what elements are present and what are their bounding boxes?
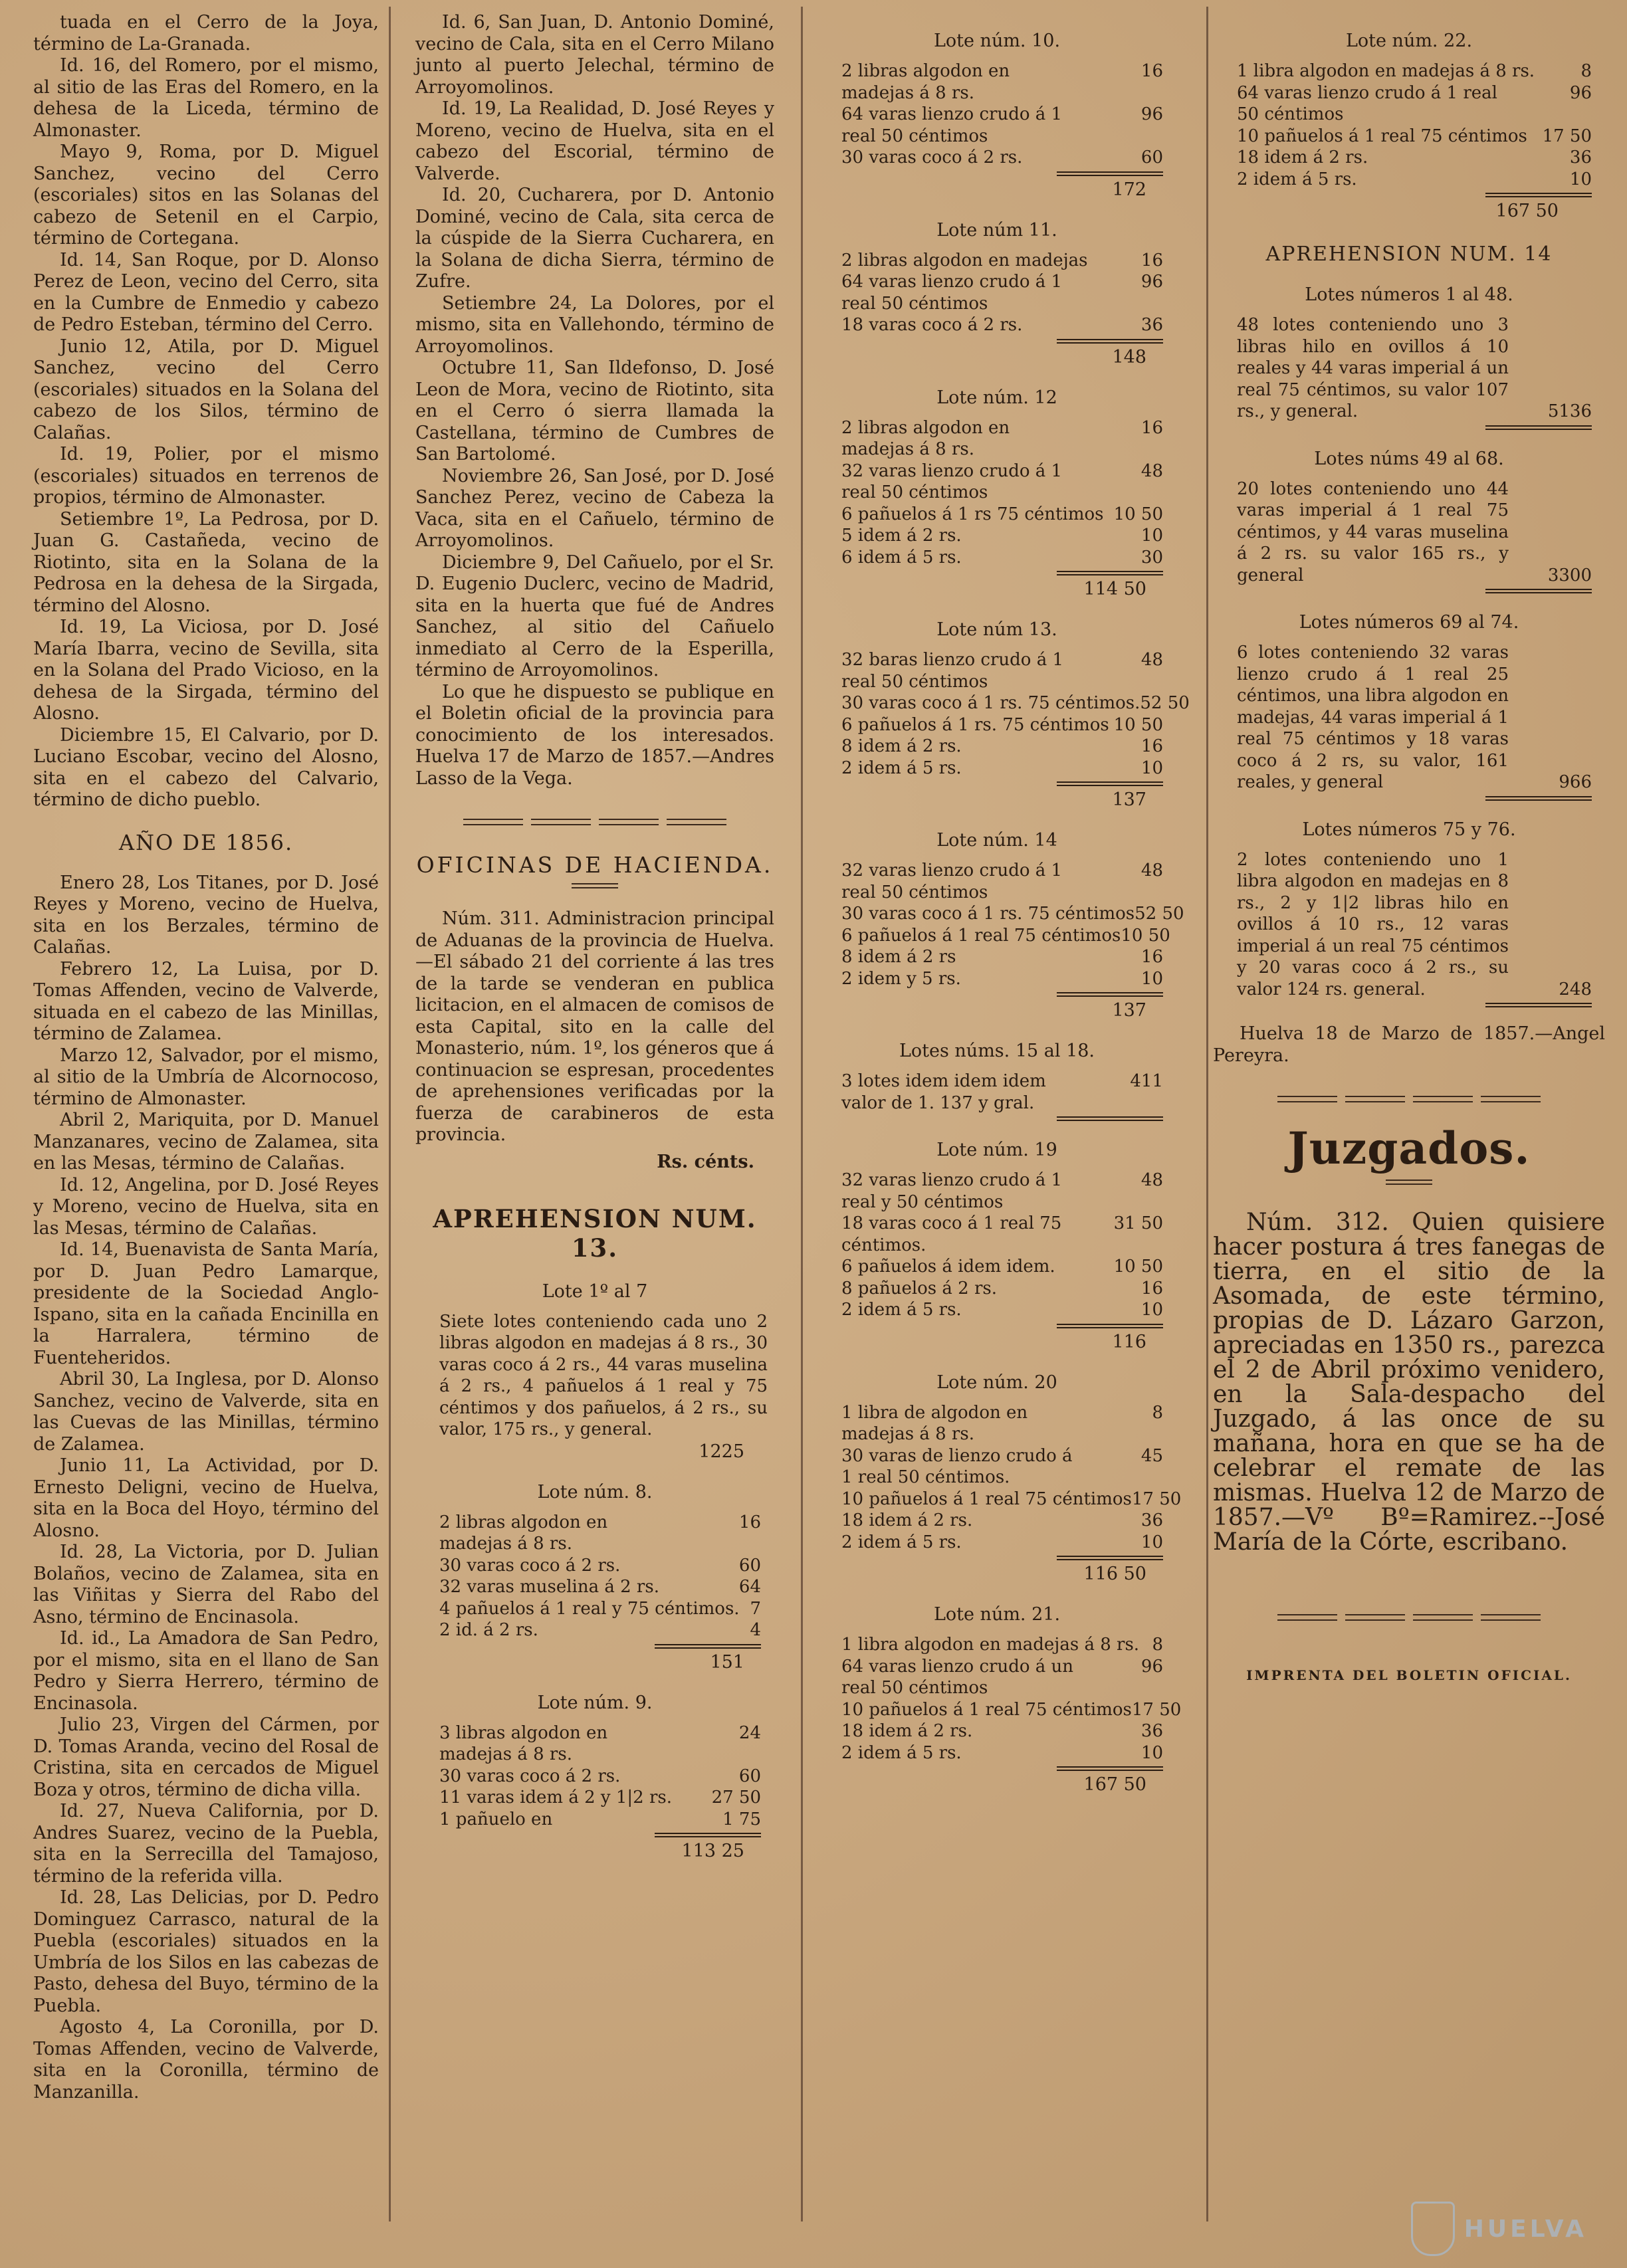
- lote-total: 116 50: [1083, 1564, 1146, 1584]
- section-divider: [1213, 1096, 1605, 1102]
- sum-rule: [1057, 781, 1163, 786]
- lote-group-item: [1213, 314, 1605, 423]
- lote-total: 113 25: [681, 1841, 744, 1861]
- lote-item: [1213, 169, 1605, 191]
- sum-rule: [1057, 1324, 1163, 1328]
- item-value: 96: [1140, 1656, 1163, 1677]
- lote-item: [817, 250, 1176, 272]
- entry-paragraph: Id. 14, San Roque, por D. Alonso Perez de Leon, vecino del Cerro, sita en la Cumbre de Enmedio y cabezo de Pedro Esteban, término del Cerro.: [33, 249, 379, 335]
- column-rule: [389, 7, 391, 2221]
- item-value: 16: [1140, 417, 1163, 438]
- item-value: 411: [1130, 1071, 1163, 1091]
- lote-item: [415, 1766, 774, 1788]
- item-description: 30 varas de lienzo crudo á 1 real 50 céntimos.: [841, 1445, 1073, 1487]
- lote-total: 167 50: [1083, 1774, 1146, 1795]
- lote-item: [817, 1278, 1176, 1300]
- item-value: 48: [1140, 461, 1163, 481]
- lote-item: [817, 714, 1176, 736]
- item-value: 36: [1140, 1721, 1163, 1741]
- mine-list-continued: [415, 12, 774, 789]
- item-description: 1 pañuelo en: [439, 1809, 553, 1829]
- entry-paragraph: Setiembre 24, La Dolores, por el mismo, sita en Vallehondo, término de Arroyomolinos.: [415, 292, 774, 357]
- item-description: 3 libras algodon en madejas á 8 rs.: [439, 1722, 608, 1764]
- item-description: 32 baras lienzo crudo á 1 real 50 céntimos: [841, 650, 1064, 692]
- entry-paragraph: Id. 19, La Realidad, D. José Reyes y Moreno, vecino de Huelva, sita en el cabezo del Escorial, término de Valverde.: [415, 98, 774, 184]
- lote-item: [817, 547, 1176, 569]
- entry-paragraph: Id. 28, Las Delicias, por D. Pedro Dominguez Carrasco, natural de la Puebla (escoriales) situados en la Umbría de los Silos en las cabezas de Pasto, dehesa del Buyo, término de la Puebla.: [33, 1887, 379, 2016]
- signature: Huelva 18 de Marzo de 1857.—Angel Pereyra.: [1213, 1023, 1605, 1066]
- section-divider: [415, 819, 774, 825]
- item-description: 6 pañuelos á 1 rs. 75 céntimos: [841, 714, 1109, 735]
- lote-title: Lote núm. 21.: [933, 1604, 1061, 1625]
- entry-paragraph: Junio 11, La Actividad, por D. Ernesto Deligni, vecino de Huelva, sita en la Boca del Hoyo, término del Alosno.: [33, 1455, 379, 1541]
- entry-paragraph: Noviembre 26, San José, por D. José Sanchez Perez, vecino de Cabeza la Vaca, sita en el Cañuelo, término de Arroyomolinos.: [415, 465, 774, 551]
- entry-paragraph: Enero 28, Los Titanes, por D. José Reyes y Moreno, vecino de Huelva, sita en los Berzales, término de Calañas.: [33, 872, 379, 958]
- item-value: 10: [1140, 526, 1163, 546]
- item-description: 10 pañuelos á 1 real 75 céntimos: [841, 1699, 1132, 1720]
- entry-paragraph: Id. 20, Cucharera, por D. Antonio Dominé, vecino de Cala, sita cerca de la cúspide de la Sierra Cucharera, en la Solana de dicha Sierra, término de Zufre.: [415, 185, 774, 292]
- item-value: 10 50: [1113, 1257, 1163, 1277]
- section-title: OFICINAS DE HACIENDA.: [416, 852, 774, 878]
- item-description: 64 varas lienzo crudo á 1 real 50 céntimos: [841, 104, 1063, 146]
- item-value: 17 50: [1542, 126, 1592, 146]
- sum-rule: [655, 1644, 761, 1649]
- item-description: 10 pañuelos á 1 real 75 céntimos: [841, 1489, 1132, 1509]
- lote-item: [1213, 82, 1605, 126]
- lote-title: Lote núm. 8.: [537, 1481, 653, 1502]
- item-value: 60: [738, 1555, 761, 1576]
- item-description: 2 id. á 2 rs.: [439, 1620, 538, 1640]
- sum-rule: [1057, 339, 1163, 344]
- column-3: [817, 12, 1190, 2241]
- title-ornament: [1386, 1180, 1432, 1185]
- lote-total: 114 50: [1083, 579, 1146, 599]
- juzgados-heading: Juzgados.: [1287, 1122, 1531, 1174]
- entry-paragraph: Julio 23, Virgen del Cármen, por D. Tomas Aranda, vecino del Rosal de Cristina, sita en cercados de Miguel Boza y otros, término de dicha villa.: [33, 1714, 379, 1800]
- lote-total: 137: [1112, 1000, 1146, 1021]
- lote-item: [415, 1619, 774, 1641]
- entry-paragraph: Setiembre 1º, La Pedrosa, por D. Juan G. Castañeda, vecino de Riotinto, sita en la Solana de la Pedrosa en la dehesa de la Sirgada, término del Alosno.: [33, 508, 379, 616]
- sum-rule: [655, 1833, 761, 1837]
- item-description: 18 idem á 2 rs.: [841, 1721, 973, 1741]
- item-value: 10: [1140, 1742, 1163, 1763]
- item-description: 2 libras algodon en madejas: [841, 250, 1088, 270]
- item-value: 16: [1140, 947, 1163, 967]
- entry-paragraph: Mayo 9, Roma, por D. Miguel Sanchez, vecino del Cerro (escoriales) sitos en las Solanas del cabezo de Setenil en el Carpio, término de Cortegana.: [33, 142, 379, 249]
- entry-paragraph: Id. 14, Buenavista de Santa María, por D. Juan Pedro Lamarque, presidente de la Sociedad Anglo-Ispano, sita en la cañada Encinilla en la Harralera, término de Fuenteheridos.: [33, 1239, 379, 1368]
- lote-title: Lote núm. 20: [936, 1372, 1057, 1393]
- entry-paragraph: Id. 27, Nueva California, por D. Andres Suarez, vecino de la Puebla, sita en la Serrecilla del Tamajoso, término de la referida villa.: [33, 1801, 379, 1887]
- item-description: 30 varas coco á 2 rs.: [439, 1555, 621, 1576]
- entry-paragraph: Lo que he dispuesto se publique en el Boletin oficial de la provincia para conocimiento de los interesados. Huelva 17 de Marzo de 1857.—Andres Lasso de la Vega.: [415, 681, 774, 789]
- customs-notice: Núm. 311. Administracion principal de Aduanas de la provincia de Huelva.—El sábado 21 del corriente á las tres de la tarde se venderan en publica licitacion, en el almacen de comisos de esta Capital, sito en la calle del Monasterio, núm. 1º, los géneros que á continuacion se espresan, procedentes de aprehensiones verificadas por la fuerza de carabineros de esta provincia.: [415, 908, 774, 1145]
- item-value: 10 50: [1121, 925, 1170, 946]
- sum-rule: [1057, 992, 1163, 997]
- item-value: 4: [750, 1620, 761, 1640]
- lote-item: [817, 461, 1176, 504]
- apprehension-13-title: APREHENSION NUM. 13.: [433, 1203, 757, 1263]
- column-4: [1213, 12, 1605, 2241]
- lote-list: [415, 1482, 774, 1863]
- item-description: 32 varas lienzo crudo á 1 real 50 céntimos: [841, 461, 1063, 502]
- sum-rule: [1485, 425, 1592, 430]
- lote-title: Lotes núms. 15 al 18.: [899, 1041, 1095, 1061]
- item-value: 16: [738, 1512, 761, 1532]
- sum-rule: [1057, 1116, 1163, 1121]
- item-description: 6 lotes conteniendo 32 varas lienzo crudo á 1 real 25 céntimos, una libra algodon en madejas, 44 varas imperial á 1 real 75 céntimos y 18 varas coco á 2 rs, su valor, 161 reales, y general: [1237, 643, 1509, 792]
- item-value: 16: [1140, 736, 1163, 756]
- item-description: 8 pañuelos á 2 rs.: [841, 1278, 998, 1298]
- item-value: 24: [738, 1722, 761, 1743]
- item-description: 2 idem y 5 rs.: [841, 968, 961, 989]
- lote-item: [817, 1634, 1176, 1656]
- item-description: 11 varas idem á 2 y 1|2 rs.: [439, 1788, 673, 1807]
- section-divider: [1213, 1614, 1605, 1621]
- item-description: 2 idem á 5 rs.: [1237, 169, 1357, 189]
- entry-paragraph: Id. 6, San Juan, D. Antonio Dominé, vecino de Cala, sita en el Cerro Milano junto al puerto Jelechal, término de Arroyomolinos.: [415, 12, 774, 98]
- lote-item: [817, 1720, 1176, 1742]
- lote-item: [817, 314, 1176, 336]
- lote-title: Lote núm. 9.: [537, 1692, 653, 1713]
- lote-item: [817, 736, 1176, 758]
- item-value: 48: [1140, 650, 1163, 670]
- item-description: 5 idem á 2 rs.: [841, 526, 962, 546]
- entry-paragraph: Abril 2, Mariquita, por D. Manuel Manzanares, vecino de Zalamea, sita en las Mesas, término de Calañas.: [33, 1110, 379, 1174]
- item-value: 60: [1140, 148, 1163, 167]
- sum-rule: [1485, 796, 1592, 801]
- column-1: [33, 12, 379, 2241]
- lote-item: [817, 1071, 1176, 1114]
- item-description: 30 varas coco á 2 rs.: [439, 1766, 621, 1786]
- lote-item: [415, 1576, 774, 1598]
- entry-paragraph: Id. 16, del Romero, por el mismo, al sitio de las Eras del Romero, en la dehesa de la Liceda, término de Almonaster.: [33, 55, 379, 141]
- lote-item: [1213, 60, 1605, 82]
- mine-list-1855: [33, 12, 379, 811]
- column-rule: [801, 7, 803, 2221]
- lote-item: [817, 925, 1176, 947]
- lote-total: 172: [1112, 179, 1146, 200]
- item-description: 18 varas coco á 1 real 75 céntimos.: [841, 1213, 1062, 1255]
- sum-rule: [1485, 193, 1592, 197]
- entry-paragraph: Junio 12, Atila, por D. Miguel Sanchez, vecino del Cerro (escoriales) situados en la Solana del cabezo de los Silos, término de Calañas.: [33, 336, 379, 443]
- lote-item: [415, 1512, 774, 1555]
- item-description: 32 varas muselina á 2 rs.: [439, 1577, 659, 1597]
- item-description: 30 varas coco á 2 rs.: [841, 148, 1023, 167]
- lote-total: 148: [1112, 346, 1146, 367]
- item-description: 2 idem á 5 rs.: [841, 758, 962, 778]
- item-description: 2 idem á 5 rs.: [841, 1300, 962, 1320]
- lote-item: [415, 1311, 774, 1441]
- lote-group-item: [1213, 478, 1605, 587]
- lote-title: Lote núm. 10.: [933, 31, 1061, 51]
- entry-paragraph: Id. 19, La Viciosa, por D. José María Ibarra, vecino de Sevilla, sita en la Solana del Prado Vicioso, en la dehesa de la Sirgada, término del Alosno.: [33, 617, 379, 724]
- entry-paragraph: Id. 12, Angelina, por D. José Reyes y Moreno, vecino de Huelva, sita en las Mesas, término de Calañas.: [33, 1174, 379, 1239]
- item-description: 2 libras algodon en madejas á 8 rs.: [439, 1512, 608, 1554]
- lote-group-title: Lotes núms 49 al 68.: [1314, 448, 1504, 469]
- lote-item: [817, 946, 1176, 968]
- lote-total: 151: [710, 1651, 744, 1673]
- item-value: 3300: [1547, 565, 1592, 585]
- entry-paragraph: Id. id., La Amadora de San Pedro, por el mismo, sita en el llano de San Pedro y Sierra Herrero, término de Encinasola.: [33, 1628, 379, 1714]
- item-description: 10 pañuelos á 1 real 75 céntimos: [1237, 126, 1527, 146]
- entry-paragraph: tuada en el Cerro de la Joya, término de La-Granada.: [33, 12, 379, 54]
- item-value: 16: [1140, 1278, 1163, 1298]
- item-description: 1 libra de algodon en madejas á 8 rs.: [841, 1402, 1028, 1444]
- entry-paragraph: Febrero 12, La Luisa, por D. Tomas Affenden, vecino de Valverde, situada en el cabezo de las Minillas, término de Zalamea.: [33, 958, 379, 1044]
- lote-item: [817, 1213, 1176, 1256]
- lote-title: Lote núm. 22.: [1345, 31, 1473, 51]
- lote-item: [817, 758, 1176, 779]
- lote-title: Lote núm. 14: [936, 830, 1057, 851]
- entry-paragraph: Octubre 11, San Ildefonso, D. José Leon de Mora, vecino de Riotinto, sita en el Cerro ó sierra llamada la Castellana, término de Cumbres de San Bartolomé.: [415, 358, 774, 464]
- lote-title: Lote núm 11.: [936, 219, 1057, 241]
- lote-item: [817, 1402, 1176, 1445]
- item-description: 8 idem á 2 rs.: [841, 736, 962, 756]
- item-value: 48: [1140, 861, 1163, 880]
- lote-item: [817, 903, 1184, 925]
- item-description: 18 idem á 2 rs.: [841, 1510, 973, 1530]
- sum-rule: [1057, 171, 1163, 176]
- item-description: 2 libras algodon en madejas á 8 rs.: [841, 61, 1010, 103]
- lote-item: [817, 692, 1190, 714]
- item-description: 64 varas lienzo crudo á 1 real 50 céntimos: [841, 272, 1063, 314]
- item-value: 10 50: [1113, 714, 1163, 735]
- item-description: 2 libras algodon en madejas á 8 rs.: [841, 417, 1010, 459]
- item-description: 2 idem á 5 rs.: [841, 1532, 962, 1552]
- lote-group-item: [1213, 642, 1605, 793]
- item-value: 16: [1140, 61, 1163, 81]
- lote-groups: [1213, 284, 1605, 1007]
- item-value: 248: [1559, 979, 1592, 999]
- lote-item: [817, 1445, 1176, 1489]
- sum-rule: [1057, 1556, 1163, 1560]
- item-value: 10: [1140, 758, 1163, 778]
- item-value: 7: [750, 1598, 761, 1619]
- item-value: 1 75: [722, 1809, 761, 1829]
- lote-list: [817, 31, 1190, 1796]
- item-description: 48 lotes conteniendo uno 3 libras hilo en ovillos á 10 reales y 44 varas imperial á un real 75 céntimos, su valor 107 rs., y general.: [1237, 315, 1509, 421]
- item-value: 10 50: [1113, 504, 1163, 524]
- item-description: 18 idem á 2 rs.: [1237, 148, 1368, 167]
- item-description: 3 lotes idem idem idem valor de 1. 137 y gral.: [841, 1071, 1046, 1113]
- item-description: 32 varas lienzo crudo á 1 real 50 céntimos: [841, 861, 1063, 902]
- sum-rule: [1057, 571, 1163, 575]
- item-description: 2 lotes conteniendo uno 1 libra algodon en madejas en 8 rs., 2 y 1|2 libras hilo en ovillos á 10 rs., 12 varas imperial á un real 75 céntimos y 20 varas coco á 2 rs., su valor 124 rs. general.: [1237, 849, 1509, 999]
- item-value: 966: [1559, 772, 1592, 792]
- lote-item: [817, 1299, 1176, 1321]
- item-description: 1 libra algodon en madejas á 8 rs.: [1237, 61, 1535, 81]
- item-description: 6 pañuelos á 1 rs 75 céntimos: [841, 504, 1104, 524]
- item-value: 17 50: [1131, 1489, 1182, 1509]
- entry-paragraph: Marzo 12, Salvador, por el mismo, al sitio de la Umbría de Alcornocoso, término de Almonaster.: [33, 1045, 379, 1109]
- lote-item: [817, 104, 1176, 147]
- item-description: 6 pañuelos á 1 real 75 céntimos: [841, 925, 1121, 946]
- lote-item: [817, 271, 1176, 314]
- watermark-text: HUELVA: [1464, 2215, 1587, 2243]
- lote-item: [1213, 126, 1605, 148]
- item-value: 36: [1569, 148, 1592, 167]
- item-value: 52 50: [1140, 693, 1190, 713]
- item-value: 64: [738, 1577, 761, 1597]
- item-value: 8: [1152, 1635, 1163, 1655]
- currency-header: Rs. cénts.: [657, 1151, 754, 1172]
- lote-22: [1213, 31, 1605, 223]
- entry-paragraph: Diciembre 9, Del Cañuelo, por el Sr. D. Eugenio Duclerc, vecino de Madrid, sita en la huerta que fué de Andres Sanchez, al sitio del Cañuelo inmediato al Cerro de la Esperilla, término de Arroyomolinos.: [415, 552, 774, 680]
- court-notice: Núm. 312. Quien quisiere hacer postura á tres fanegas de tierra, en el sitio de la Asomada, de este término, propias de D. Lázaro Garzon, apreciadas en 1350 rs., parezca el 2 de Abril próximo venidero, en la Sala-despacho del Juzgado, á las once de su mañana, hora en que se ha de celebrar el remate de las mismas. Huelva 12 de Marzo de 1857.—Vº Bº=Ramirez.--José María de la Córte, escribano.: [1213, 1209, 1605, 1556]
- item-value: 10: [1140, 1300, 1163, 1320]
- lote-item: [817, 417, 1176, 461]
- mine-list-1856: [33, 873, 379, 2104]
- sum-rule: [1057, 1766, 1163, 1771]
- item-description: Siete lotes conteniendo cada uno 2 libras algodon en madejas á 8 rs., 30 varas coco á 2 rs., 44 varas muselina á 2 rs., 4 pañuelos á 1 real y 75 céntimos y dos pañuelos, á 2 rs., su valor, 175 rs., y general.: [439, 1311, 768, 1439]
- item-value: 27 50: [711, 1788, 761, 1807]
- apprehension-14-title: APREHENSION NUM. 14: [1265, 243, 1553, 266]
- item-description: 8 idem á 2 rs: [841, 947, 956, 967]
- lote-item: [415, 1555, 774, 1577]
- item-description: 18 varas coco á 2 rs.: [841, 315, 1023, 335]
- lote-group-title: Lotes números 69 al 74.: [1299, 612, 1519, 633]
- item-description: 32 varas lienzo crudo á 1 real y 50 céntimos: [841, 1170, 1063, 1212]
- item-description: 4 pañuelos á 1 real y 75 céntimos.: [439, 1598, 740, 1619]
- lote-group-title: Lotes números 1 al 48.: [1305, 284, 1513, 305]
- lote-item: [817, 649, 1176, 692]
- lote-item: [415, 1722, 774, 1766]
- sum-rule: [1485, 589, 1592, 593]
- item-value: 17 50: [1131, 1699, 1182, 1720]
- lote-item: [817, 60, 1176, 104]
- item-value: 60: [738, 1766, 761, 1786]
- lote-item: [817, 1256, 1176, 1278]
- item-description: 1 libra algodon en madejas á 8 rs.: [841, 1635, 1140, 1655]
- lote-total: 137: [1112, 789, 1146, 810]
- title-ornament: [572, 883, 618, 888]
- entry-paragraph: Id. 28, La Victoria, por D. Julian Bolaños, vecino de Zalamea, sita en las Viñitas y Sierra del Rabo del Asno, término de Encinasola.: [33, 1542, 379, 1627]
- lote-item: [817, 504, 1176, 526]
- lote-item: [415, 1787, 774, 1809]
- item-value: 5136: [1547, 401, 1592, 421]
- item-value: 16: [1140, 250, 1163, 270]
- item-value: 52 50: [1135, 904, 1184, 924]
- item-description: 2 idem á 5 rs.: [841, 1742, 962, 1763]
- lote-title: Lote 1º al 7: [542, 1281, 648, 1302]
- item-value: 96: [1140, 272, 1163, 292]
- item-description: 64 varas lienzo crudo á un real 50 céntimos: [841, 1656, 1074, 1698]
- lote-item: [817, 860, 1176, 903]
- item-description: 30 varas coco á 1 rs. 75 céntimos: [841, 904, 1135, 924]
- lote-title: Lote núm. 19: [936, 1140, 1057, 1160]
- item-value: 10: [1569, 169, 1592, 189]
- archive-watermark: [1411, 2202, 1587, 2256]
- item-description: 6 pañuelos á idem idem.: [841, 1257, 1055, 1277]
- item-value: 36: [1140, 1510, 1163, 1530]
- item-description: 30 varas coco á 1 rs. 75 céntimos.: [841, 693, 1140, 713]
- lote-item: [415, 1809, 774, 1831]
- item-value: 30: [1140, 547, 1163, 567]
- lote-item: [817, 968, 1176, 990]
- item-value: 10: [1140, 1532, 1163, 1552]
- lote-group-title: Lotes números 75 y 76.: [1302, 819, 1516, 840]
- lote-title: Lote núm. 12: [936, 387, 1057, 408]
- item-value: 31 50: [1113, 1213, 1163, 1233]
- lote-total: 116: [1112, 1331, 1146, 1352]
- lote-item: [817, 1489, 1182, 1510]
- column-2: [415, 12, 774, 2241]
- lote-item: [817, 1742, 1176, 1764]
- lote-item: [817, 147, 1176, 169]
- lote-item: [817, 1656, 1176, 1699]
- lote-item: [817, 1510, 1176, 1532]
- entry-paragraph: Diciembre 15, El Calvario, por D. Luciano Escobar, vecino del Alosno, sita en el cabezo del Calvario, término de dicho pueblo.: [33, 724, 379, 810]
- item-value: 8: [1152, 1402, 1163, 1423]
- lote-group-item: [1213, 849, 1605, 1001]
- entry-paragraph: Abril 30, La Inglesa, por D. Alonso Sanchez, vecino de Valverde, sita en las Cuevas de las Minillas, término de Zalamea.: [33, 1369, 379, 1455]
- lote-item: [1213, 147, 1605, 169]
- item-value: 8: [1580, 61, 1592, 81]
- year-heading: AÑO DE 1856.: [118, 829, 294, 855]
- item-value: 48: [1140, 1170, 1163, 1190]
- item-value: 10: [1140, 968, 1163, 989]
- lote-item: [817, 1170, 1176, 1213]
- lote-item: [817, 1699, 1182, 1721]
- lote-total: 167 50: [1495, 201, 1559, 221]
- item-description: 20 lotes conteniendo uno 44 varas imperial á 1 real 75 céntimos, y 44 varas muselina á 2 rs. su valor 165 rs., y general: [1237, 478, 1509, 585]
- entry-paragraph: Agosto 4, La Coronilla, por D. Tomas Affenden, vecino de Valverde, sita en la Coronilla, término de Manzanilla.: [33, 2017, 379, 2103]
- entry-paragraph: Id. 19, Polier, por el mismo (escoriales) situados en terrenos de propios, término de Almonaster.: [33, 444, 379, 508]
- printer-imprint: IMPRENTA DEL BOLETIN OFICIAL.: [1246, 1667, 1572, 1683]
- lote-total: 1225: [699, 1441, 744, 1462]
- item-value: 36: [1140, 315, 1163, 335]
- item-description: 64 varas lienzo crudo á 1 real 50 céntimos: [1237, 82, 1497, 124]
- item-value: 96: [1569, 82, 1592, 103]
- sum-rule: [1485, 1003, 1592, 1007]
- item-value: 45: [1140, 1445, 1163, 1466]
- item-description: 6 idem á 5 rs.: [841, 547, 962, 567]
- coat-of-arms-icon: [1411, 2202, 1455, 2256]
- lote-item: [817, 525, 1176, 547]
- item-value: 96: [1140, 104, 1163, 124]
- column-rule: [1206, 7, 1208, 2221]
- lote-title: Lote núm 13.: [936, 619, 1057, 640]
- lote-item: [817, 1532, 1176, 1554]
- lote-item: [415, 1598, 774, 1620]
